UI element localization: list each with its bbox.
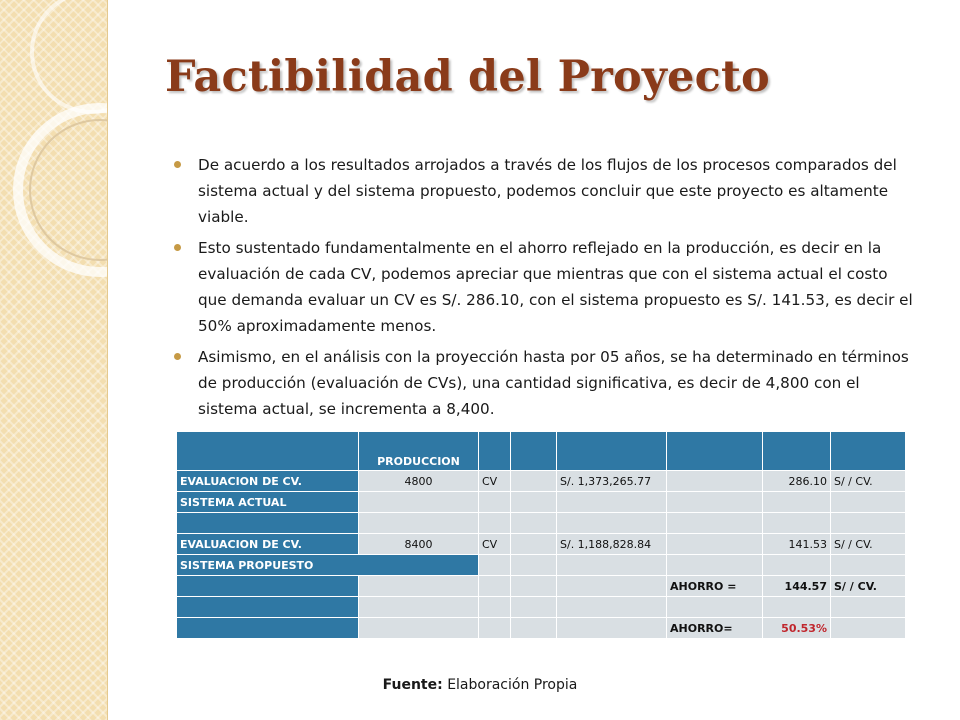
per-unit-cell: S/ / CV. — [831, 534, 906, 555]
table-cell — [557, 492, 667, 513]
table-header-row — [177, 432, 906, 471]
table-row — [177, 576, 906, 597]
table-cell — [557, 618, 667, 639]
row-label — [177, 597, 359, 618]
total-cost-cell: S/. 1,188,828.84 — [557, 534, 667, 555]
bullet-dot-icon — [174, 161, 181, 168]
table-cell — [667, 513, 763, 534]
table-row — [177, 471, 906, 492]
table-cell — [479, 597, 511, 618]
cost-per-cv-cell: 286.10 — [763, 471, 831, 492]
bullet-text: De acuerdo a los resultados arrojados a través de los flujos de los procesos comparados del sistema actual y del sistema propuesto, podemos concluir que este proyecto es altamente viable. — [198, 156, 897, 226]
total-cost-cell: S/. 1,373,265.77 — [557, 471, 667, 492]
table-cell — [511, 597, 557, 618]
table-cell — [511, 432, 557, 471]
row-label — [177, 618, 359, 639]
table-cell — [557, 555, 667, 576]
table-cell — [359, 576, 479, 597]
row-label: SISTEMA PROPUESTO — [177, 555, 479, 576]
table-cell — [557, 576, 667, 597]
table-cell — [479, 432, 511, 471]
qty-cell: 8400 — [359, 534, 479, 555]
table-cell — [359, 513, 479, 534]
table-cell — [667, 555, 763, 576]
table-cell — [177, 432, 359, 471]
production-table — [176, 431, 906, 639]
source-label: Fuente: — [382, 677, 443, 693]
savings-percent-value: 50.53% — [763, 618, 831, 639]
table-cell — [479, 576, 511, 597]
table-cell — [511, 576, 557, 597]
row-label — [177, 513, 359, 534]
decorative-circles — [0, 0, 107, 720]
savings-percent-label: AHORRO= — [667, 618, 763, 639]
qty-cell: 4800 — [359, 471, 479, 492]
bullet-text: Asimismo, en el análisis con la proyección hasta por 05 años, se ha determinado en términos de producción (evaluación de CVs), una cantidad significativa, es decir de 4,800 con el sistema actual, se incrementa a 8,400. — [198, 348, 909, 418]
table-cell — [831, 513, 906, 534]
savings-value: 144.57 — [763, 576, 831, 597]
table-cell — [667, 492, 763, 513]
table-cell — [763, 432, 831, 471]
bullet-dot-icon — [174, 244, 181, 251]
bullet-item — [172, 235, 920, 339]
source-caption — [0, 677, 960, 693]
table-row — [177, 597, 906, 618]
table-cell — [763, 513, 831, 534]
table-cell — [763, 492, 831, 513]
row-label: SISTEMA ACTUAL — [177, 492, 359, 513]
table-row — [177, 492, 906, 513]
table-cell — [557, 597, 667, 618]
row-label: EVALUACION DE CV. — [177, 534, 359, 555]
table-cell — [511, 471, 557, 492]
table-row — [177, 618, 906, 639]
table-row — [177, 555, 906, 576]
unit-cell: CV — [479, 471, 511, 492]
table-cell — [479, 492, 511, 513]
table-cell — [667, 534, 763, 555]
source-text: Elaboración Propia — [447, 677, 578, 693]
decorative-side-band — [0, 0, 108, 720]
table-cell — [359, 492, 479, 513]
table-cell — [763, 555, 831, 576]
table-cell — [479, 618, 511, 639]
bullet-item — [172, 152, 920, 230]
table-cell — [359, 618, 479, 639]
table-cell — [511, 555, 557, 576]
table-cell — [667, 597, 763, 618]
bullet-list — [172, 152, 920, 427]
table-row — [177, 513, 906, 534]
table-cell — [831, 492, 906, 513]
table-cell — [511, 492, 557, 513]
row-label — [177, 576, 359, 597]
table-cell — [479, 555, 511, 576]
table-cell — [667, 432, 763, 471]
table-row — [177, 534, 906, 555]
table-cell — [359, 597, 479, 618]
table-cell — [511, 534, 557, 555]
table-header-produccion: PRODUCCION — [359, 432, 479, 471]
cost-per-cv-cell: 141.53 — [763, 534, 831, 555]
bullet-dot-icon — [174, 353, 181, 360]
table-cell — [831, 555, 906, 576]
table-cell — [557, 432, 667, 471]
table-cell — [831, 618, 906, 639]
table-cell — [511, 618, 557, 639]
row-label: EVALUACION DE CV. — [177, 471, 359, 492]
per-unit-cell: S/ / CV. — [831, 471, 906, 492]
savings-unit: S/ / CV. — [831, 576, 906, 597]
table-cell — [831, 597, 906, 618]
unit-cell: CV — [479, 534, 511, 555]
table-cell — [511, 513, 557, 534]
table-cell — [831, 432, 906, 471]
slide-title: Factibilidad del Proyecto — [165, 52, 770, 102]
bullet-text: Esto sustentado fundamentalmente en el ahorro reflejado en la producción, es decir en la evaluación de cada CV, podemos apreciar que mientras que con el sistema actual el costo que demanda evaluar un CV es S/. 286.10, con el sistema propuesto es S/. 141.53, es decir el 50% aproximadamente menos. — [198, 239, 913, 335]
table-cell — [479, 513, 511, 534]
bullet-item — [172, 344, 920, 422]
table-cell — [763, 597, 831, 618]
table-cell — [557, 513, 667, 534]
table-cell — [667, 471, 763, 492]
savings-label: AHORRO = — [667, 576, 763, 597]
